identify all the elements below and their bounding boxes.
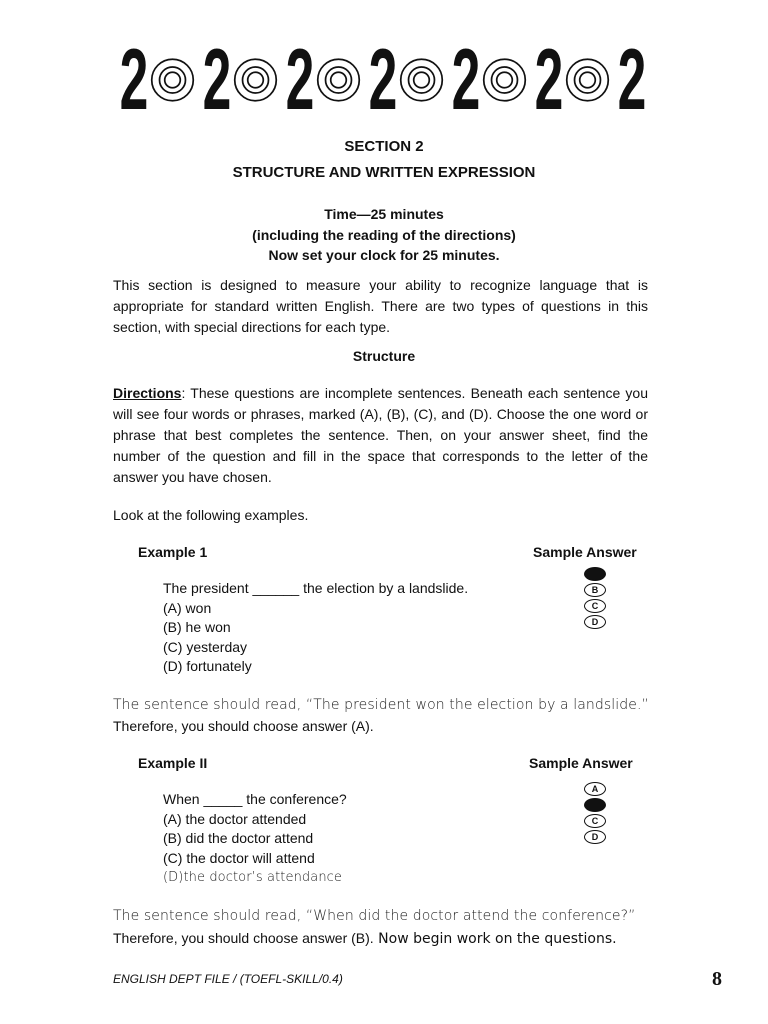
example-2-therefore-line xyxy=(113,930,617,947)
option-d: (D) fortunately xyxy=(163,658,252,674)
concentric-circle-icon xyxy=(482,54,527,106)
directions-text: These questions are incomplete sentences. Beneath each sentence you will see four words or phrases, marked (A), (B), (C), and (D). Choose the one word or phrase that best completes the sentence. Then, on your answer sheet, find the number of the question and fill in the space that corresponds to the letter of the answer you have chosen. xyxy=(113,385,648,485)
banner-digit: 2 xyxy=(451,32,481,128)
look-text: Look at the following examples. xyxy=(113,507,309,523)
example-1-label: Example 1 xyxy=(138,544,208,560)
example-1-sample-label: Sample Answer xyxy=(533,544,637,560)
banner-digit: 2 xyxy=(202,32,232,128)
time-note: (including the reading of the directions) xyxy=(252,227,516,243)
example-2-therefore: Therefore, you should choose answer (B). xyxy=(113,930,374,946)
banner-digit: 2 xyxy=(617,32,647,128)
option-a: (A) won xyxy=(163,599,212,616)
option-c: (C) yesterday xyxy=(163,638,248,655)
example-2-label: Example II xyxy=(138,755,208,771)
question-text: The president ______ the election by a landslide. xyxy=(163,580,469,596)
concentric-circle-icon xyxy=(150,54,195,106)
directions-label: Directions xyxy=(113,385,182,401)
option-b: (B) did the doctor attend xyxy=(163,830,314,846)
answer-bubble-b: B xyxy=(584,583,606,597)
option-c: (C) the doctor will attend xyxy=(163,849,315,866)
answer-bubble-a-filled xyxy=(584,567,606,581)
structure-heading: Structure xyxy=(352,348,416,364)
answer-bubble-d: D xyxy=(584,830,606,844)
example-1-therefore: Therefore, you should choose answer (A). xyxy=(113,718,374,734)
option-b: (B) he won xyxy=(163,619,231,635)
directions-paragraph xyxy=(113,383,648,488)
question-text: When _____ the conference? xyxy=(163,791,347,807)
example-1-answer-bubbles xyxy=(584,567,610,631)
answer-bubble-c: C xyxy=(584,599,606,613)
concentric-circle-icon xyxy=(233,54,278,106)
section-number: SECTION 2 xyxy=(344,138,424,155)
banner-digit: 2 xyxy=(534,32,564,128)
banner-digit: 2 xyxy=(119,32,149,128)
answer-bubble-d: D xyxy=(584,615,606,629)
directions-colon: : xyxy=(181,385,186,401)
banner-digit: 2 xyxy=(368,32,398,128)
concentric-circle-icon xyxy=(316,54,361,106)
option-a: (A) the doctor attended xyxy=(163,810,307,827)
example-2-explanation: The sentence should read, “When did the doctor attend the conference?” xyxy=(113,908,636,924)
answer-bubble-b-filled xyxy=(584,798,606,812)
clock-instruction: Now set your clock for 25 minutes. xyxy=(268,247,500,263)
example-1-question xyxy=(163,579,468,677)
concentric-circle-icon xyxy=(565,54,610,106)
begin-instruction: Now begin work on the questions. xyxy=(373,931,617,947)
section-title: STRUCTURE AND WRITTEN EXPRESSION xyxy=(232,164,536,181)
option-d: (D)the doctor’s attendance xyxy=(163,870,343,885)
time-limit: Time—25 minutes xyxy=(324,206,444,222)
intro-paragraph: This section is designed to measure your ability to recognize language that is appropriate for standard written English. There are two types of questions in this section, with special directions for each type. xyxy=(113,277,648,335)
example-2-answer-bubbles xyxy=(584,782,610,846)
decorative-banner xyxy=(112,32,648,128)
example-2-sample-label: Sample Answer xyxy=(529,755,633,771)
banner-digit: 2 xyxy=(285,32,315,128)
example-1-explanation: The sentence should read, “The president won the election by a landslide.” xyxy=(113,697,649,713)
answer-bubble-a: A xyxy=(584,782,606,796)
example-2-question xyxy=(163,790,347,888)
footer-file-label: ENGLISH DEPT FILE / (TOEFL-SKILL/0.4) xyxy=(113,972,343,986)
answer-bubble-c: C xyxy=(584,814,606,828)
concentric-circle-icon xyxy=(399,54,444,106)
page-number: 8 xyxy=(712,968,722,990)
